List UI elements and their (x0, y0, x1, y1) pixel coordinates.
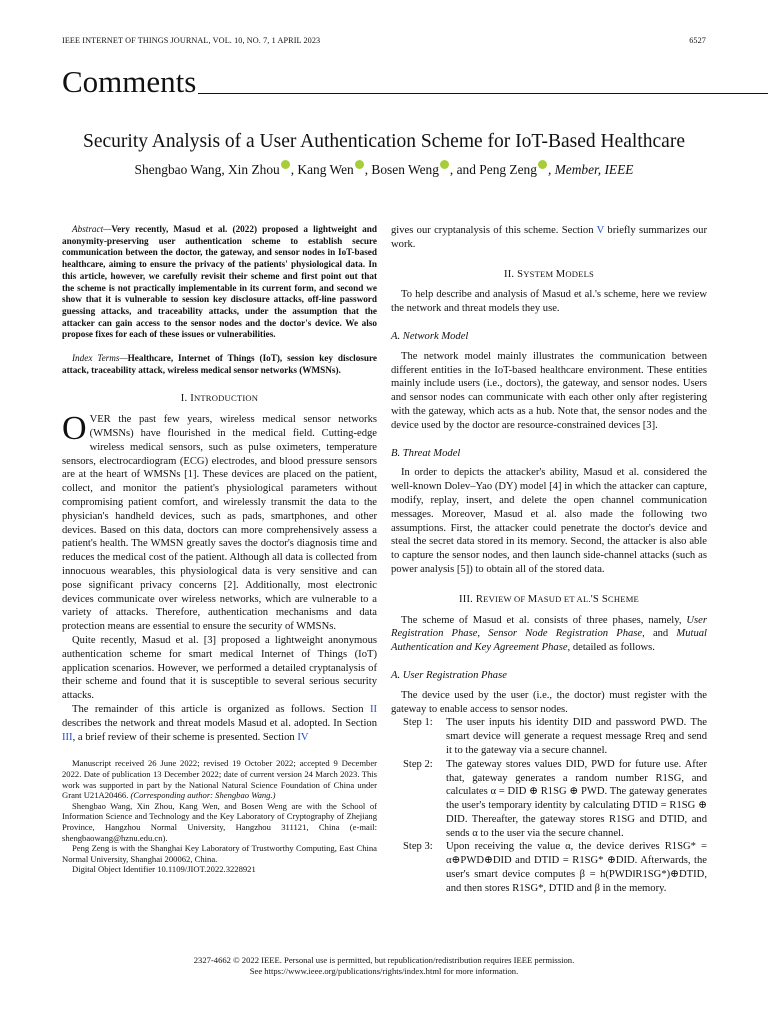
author-names: Shengbao Wang, Xin Zhou (134, 162, 280, 177)
author-names: , Kang Wen (290, 162, 354, 177)
subsection-heading: A. User Registration Phase (391, 669, 507, 681)
footnote-affiliation: Peng Zeng is with the Shanghai Key Laboratory of Trustworthy Computing, East China Normal University, Shanghai 200062, China. (62, 843, 377, 864)
author-names: , Bosen Weng (364, 162, 439, 177)
section-link[interactable]: V (596, 225, 605, 236)
intro-continuation: gives our cryptanalysis of this scheme. Section V briefly summarizes our work. (391, 225, 707, 250)
footnote-manuscript: Manuscript received 26 June 2022; revised 19 October 2022; accepted 9 December 2022. Date of publication 13 December 2022; date of current version 24 March 2023. This work was supported in part by the National Natural Science Foundation of China under Grant U21A20466. (Corresponding author: Shengbao Wang.) (62, 758, 377, 801)
review-paragraph: The scheme of Masud et al. consists of three phases, namely, User Registration Phase, Sensor Node Registration Phase, and Mutual Authentication and Key Agreement Phase, detailed as follows. (391, 614, 707, 654)
footnotes (62, 758, 377, 875)
right-column (391, 224, 707, 896)
running-head (62, 36, 706, 45)
author-membership: , Member, IEEE (547, 162, 634, 177)
copyright-line: See https://www.ieee.org/publications/rights/index.html for more information. (249, 966, 519, 976)
section-heading-system-models: II. SYSTEM MODELS (503, 268, 595, 280)
section-banner-rule (198, 93, 768, 94)
intro-paragraph: The remainder of this article is organized as follows. Section II describes the network and threat models Masud et al. adopted. In Section III, a brief review of their scheme is presented. Section IV (62, 703, 377, 743)
user-registration-paragraph: The device used by the user (i.e., the doctor) must register with the gateway to enable access to sensor nodes. (391, 689, 707, 715)
threat-model-paragraph: In order to depicts the attacker's ability, Masud et al. considered the well-known Dolev–Yao (DY) model [4] in which the attacker can capture, modify, replay, insert, and delete the open channel communication messages. Moreover, Masud et al. also made the following two assumptions. First, the attacker could penetrate the doctor's device and steal the secret data stored in its memory. Second, the attacker is also able to capture the sensor nodes, and then launch side-channel attacks (such as power analysis [5]) to obtain all of the stored data. (391, 467, 707, 575)
journal-name: IEEE INTERNET OF THINGS JOURNAL, VOL. 10, NO. 7, 1 APRIL 2023 (62, 36, 321, 45)
intro-paragraph: Quite recently, Masud et al. [3] proposed a lightweight anonymous authentication scheme for smart medical Internet of Things (IoT) application scenarios. However, we performed a detailed cryptanalysis of their scheme and found that it is susceptible to several serious security attacks. (62, 634, 377, 702)
section-link[interactable]: IV (297, 731, 309, 743)
section-banner (62, 66, 768, 97)
copyright-notice (0, 955, 768, 977)
orcid-icon[interactable] (281, 160, 290, 169)
index-terms-label: Index Terms— (72, 353, 128, 364)
subsection-heading: B. Threat Model (391, 447, 461, 459)
author-names: , and Peng Zeng (449, 162, 537, 177)
paper-title: Security Analysis of a User Authentication Scheme for IoT-Based Healthcare (83, 131, 685, 152)
orcid-icon[interactable] (440, 160, 449, 169)
abstract-body: Very recently, Masud et al. (2022) proposed a lightweight and anonymity-preserving user authentication scheme to establish secure communication between the doctor, the gateway, and sensor nodes in IoT-based healthcare, aiming to ensure the privacy of the patients' physiological data. In this article, however, we carefully revisit their scheme and first point out that the scheme is not practically implementable in its current form, and second we show that it is vulnerable to session key disclosure attacks, off-line password guessing attacks, and traceability attacks, under the assumption that the attacker can gain access to the sensor nodes and the doctor's device. We also propose fixes for each of these issues or vulnerabilities. (62, 224, 377, 340)
author-line (0, 160, 768, 178)
subsection-heading: A. Network Model (391, 330, 469, 342)
orcid-icon[interactable] (538, 160, 547, 169)
section-link[interactable]: III (62, 731, 73, 743)
page-number: 6527 (689, 36, 706, 45)
procedure-step: Step 1: The user inputs his identity DID and password PWD. The smart device will generate a request message Rreq and send it to the gateway via a secure channel. (403, 717, 707, 756)
abstract-label: Abstract— (72, 224, 112, 234)
section-banner-word: Comments (62, 64, 197, 99)
intro-paragraph: OVER the past few years, wireless medical sensor networks (WMSNs) have flourished in the medical field. Cutting-edge wireless medical sensors, such as pulse oximeters, temperature sensors, electrocardiogram (ECG) electrodes, and blood pressure sensors are at the heart of WMSNs [1]. These devices are placed on the patient, collect, and monitor the patient's physiological parameters without compromising patient comfort, and wirelessly transmit the data to the physician's handheld devices, such as pads, smartphones, and other devices. Based on this data, doctors can more comprehensively assess a patient's health. The WMSN greatly saves the doctor's diagnosis time and reduces the medical cost of the patient. Although all data is collected from innocuous wearables, this physiological data is very sensitive and can pose significant privacy concerns [2]. Additionally, most electronic devices communicate over wireless networks, which are vulnerable to a variety of attacks. Therefore, authentication mechanisms and data protection means are essential to ensure the security of WMSNs. (62, 410, 377, 633)
network-model-paragraph: The network model mainly illustrates the communication between different entities in the IoT-based healthcare environment. These entities mainly include users (i.e., doctors), the gateway, and sensor nodes. Users and sensor nodes can communicate with each other only after registering with the gateway, which acts as a hub. Note that, the sensor nodes and the device used by the doctor are resource-constrained devices [3]. (391, 350, 707, 431)
section-heading-review: III. REVIEW OF MASUD ET AL.'S SCHEME (459, 593, 639, 605)
procedure-step: Step 3: Upon receiving the value α, the device derives R1SG* = α⊕PWD⊕DID and DTID = R1SG* ⊕DID. Afterwards, the user's smart device computes β = h(PWD‖R1SG*)⊕DTID, and then stores R1SG*, DTID and β in the memory. (403, 841, 707, 894)
section-link[interactable]: II (369, 703, 377, 715)
left-column (62, 224, 377, 875)
index-terms-body: Healthcare, Internet of Things (IoT), session key disclosure attack, traceability attack, wireless medical sensor networks (WMSNs). (62, 353, 377, 375)
copyright-line: 2327-4662 © 2022 IEEE. Personal use is permitted, but republication/redistribution requires IEEE permission. (193, 955, 575, 965)
index-terms (62, 353, 377, 376)
system-models-paragraph: To help describe and analysis of Masud et al.'s scheme, here we review the network and threat models they use. (391, 289, 707, 315)
section-heading-introduction: I. INTRODUCTION (180, 393, 259, 405)
footnote-doi: Digital Object Identifier 10.1109/JIOT.2022.3228921 (72, 864, 256, 875)
orcid-icon[interactable] (355, 160, 364, 169)
footnote-affiliation: Shengbao Wang, Xin Zhou, Kang Wen, and Bosen Weng are with the School of Information Science and Technology and the Key Laboratory of Cryptography of Zhejiang Province, Hangzhou Normal University, Hangzhou 311121, China (e-mail: shengbaowang@hznu.edu.cn). (62, 800, 377, 843)
abstract (62, 224, 377, 341)
procedure-step: Step 2: The gateway stores values DID, PWD for future use. After that, gateway generates a random number R1SG, and calculates α = DID ⊕ R1SG ⊕ PWD. The gateway generates the user's temporary identity by calculating DTID = R1SG ⊕ DID. Thereafter, the gateway stores R1SG and DTID, and sends α to the user via the secure channel. (403, 758, 707, 839)
